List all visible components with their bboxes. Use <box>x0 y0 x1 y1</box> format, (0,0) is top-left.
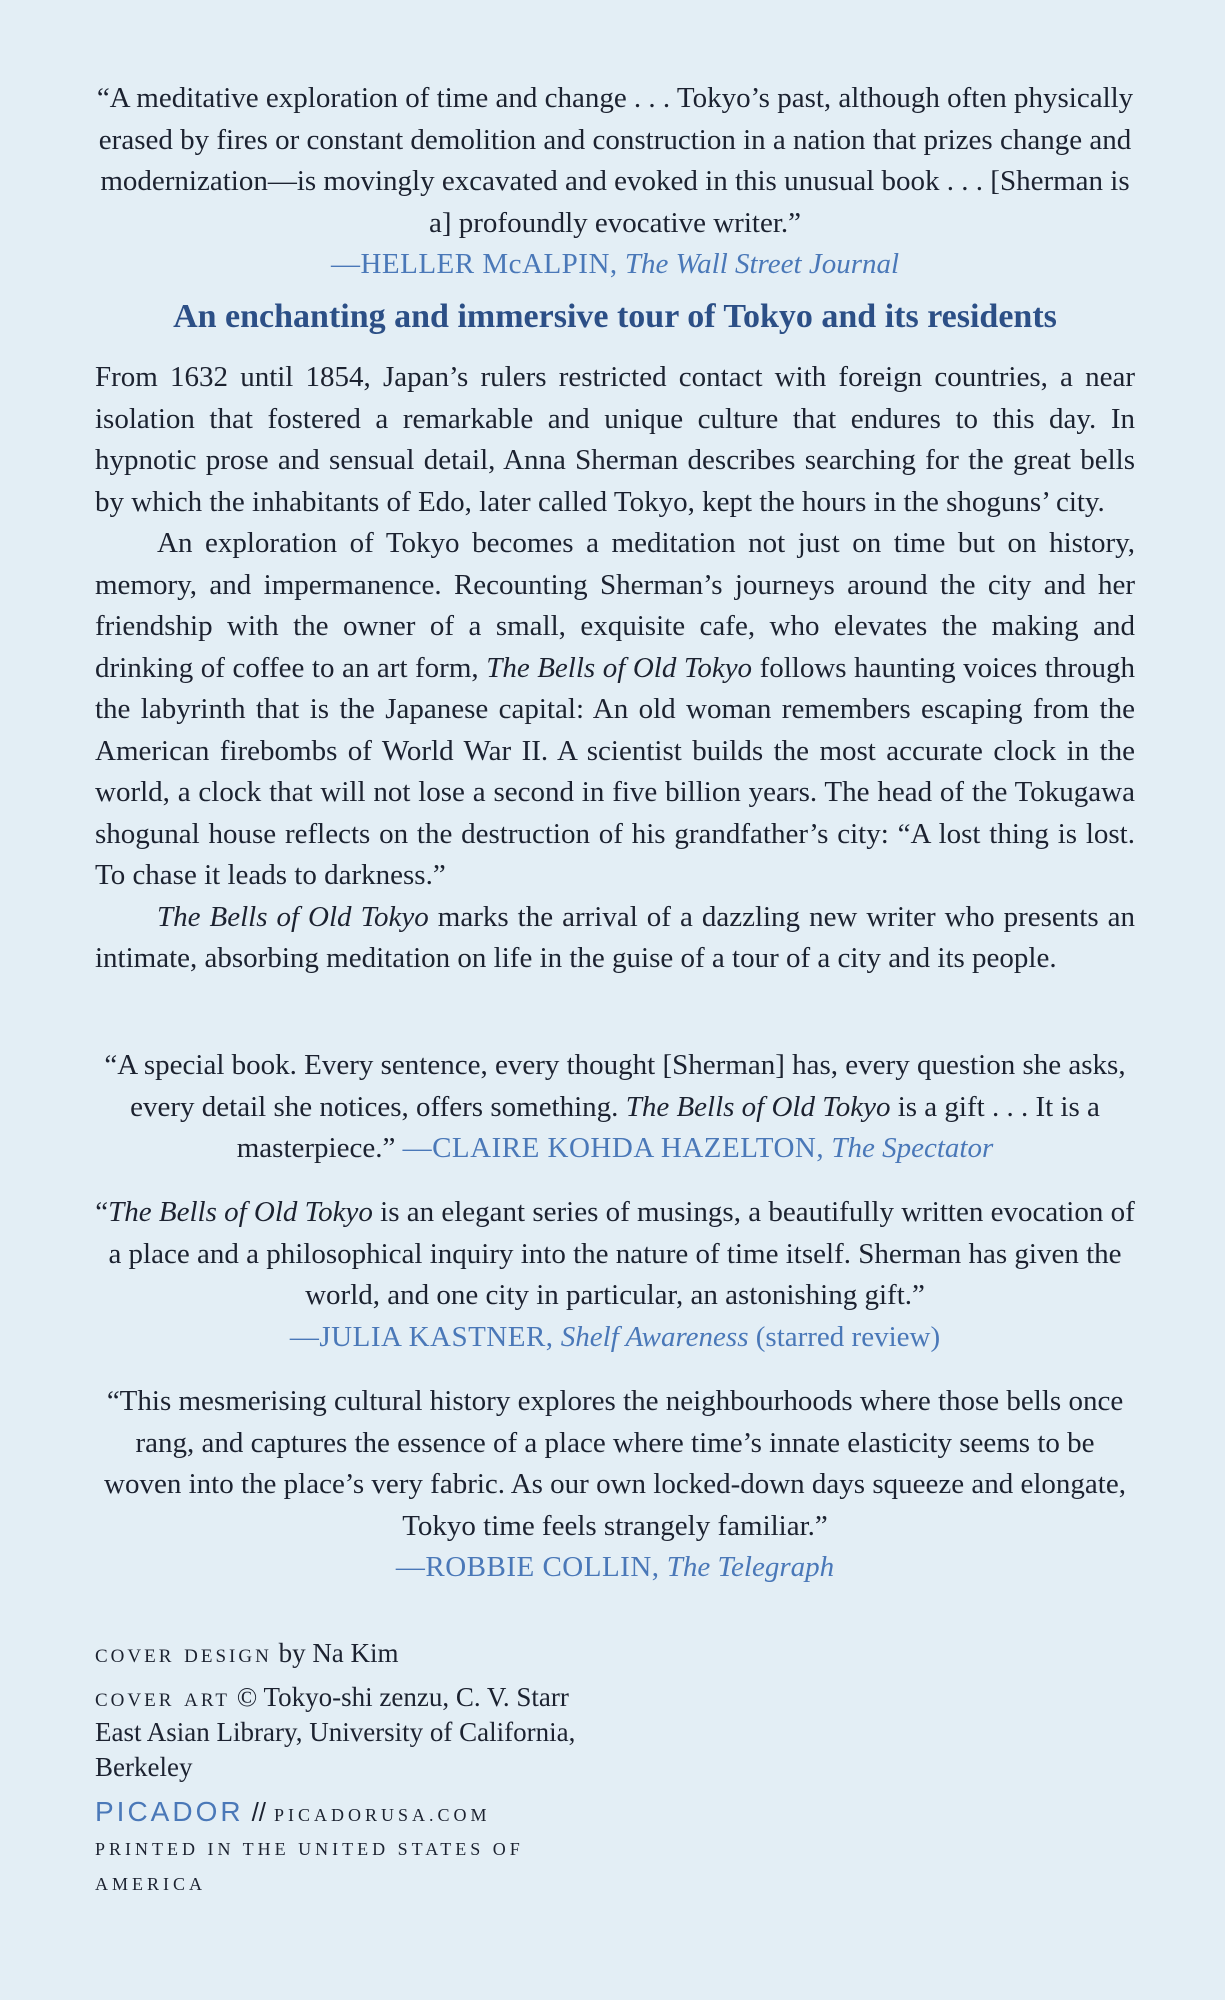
quote-telegraph-text: “This mesmerising cultural history explores the neighbourhoods where those bells once rang, and captures the essence of a place where time’s innate elasticity seems to be woven into the place’s very fabric. As our own locked-down days squeeze and elongate, Tokyo time feels strangely familiar.” <box>104 1385 1126 1542</box>
book-title: The Bells of Old Tokyo <box>486 651 753 684</box>
cover-art-value: © Tokyo-shi zenzu, C. V. Starr East Asian Library, University of California, Berkeley <box>95 1682 576 1782</box>
attribution-name: —JULIA KASTNER, <box>289 1320 554 1353</box>
attribution-name: —CLAIRE KOHDA HAZELTON, <box>402 1132 825 1164</box>
book-title: The Bells of Old Tokyo <box>157 900 429 933</box>
quote-spectator <box>95 1045 1135 1170</box>
printed-in-usa: PRINTED IN THE UNITED STATES OF AMERICA <box>95 1839 524 1894</box>
cover-design-credit <box>95 1636 615 1671</box>
text-span: “ <box>95 1196 109 1228</box>
text-span: is a gift . . . It is a masterpiece.” <box>236 1090 1100 1164</box>
attribution-source: The Spectator <box>831 1132 994 1164</box>
attribution-source: The Wall Street Journal <box>624 248 900 280</box>
description-paragraph-1: From 1632 until 1854, Japan’s rulers restricted contact with foreign countries, a near isolation that fostered a remarkable and unique culture that endures to this day. In hypnotic prose and sensual detail, Anna Sherman describes searching for the great bells by which the inhabitants of Edo, later called Tokyo, kept the hours in the shoguns’ city. <box>95 361 1135 518</box>
cover-art-credit <box>95 1680 615 1785</box>
attribution-source: Shelf Awareness <box>560 1320 749 1353</box>
quote-shelf-awareness-text <box>95 1192 1135 1317</box>
book-description <box>95 357 1135 980</box>
text-span: marks the arrival of a dazzling new writer who presents an intimate, absorbing meditation on life in the guise of a tour of a city and its people. <box>95 900 1135 974</box>
cover-design-value: by Na Kim <box>278 1638 399 1668</box>
attribution-name: —ROBBIE COLLIN, <box>395 1551 660 1583</box>
attribution-note: (starred review) <box>755 1320 941 1353</box>
text-span: An exploration of Tokyo becomes a meditation not just on time but on history, memory, and impermanence. Recounting Sherman’s journeys around the city and her friendship with the owner of a small, exquisite cafe, who elevates the making and drinking of coffee to an art form, <box>95 527 1135 684</box>
text-span: follows haunting voices through the labyrinth that is the Japanese capital: An old woman remembers escaping from the American firebombs of World War II. A scientist builds the most accurate clock in the world, a clock that will not lose a second in five billion years. The head of the Tokugawa shogunal house reflects on the destruction of his grandfather’s city: “A lost thing is lost. To chase it leads to darkness.” <box>95 651 1135 891</box>
separator: // <box>251 1797 267 1827</box>
attribution-name: —HELLER McALPIN, <box>330 248 618 280</box>
quote-spectator-text <box>95 1045 1135 1170</box>
book-title: The Bells of Old Tokyo <box>625 1090 891 1123</box>
publisher-line <box>95 1794 695 1833</box>
text-span: is an elegant series of musings, a beautifully written evocation of a place and a philosophical inquiry into the nature of time itself. Sherman has given the world, and one city in particular, an astonishing gift.” <box>108 1196 1135 1311</box>
description-paragraph-3 <box>95 897 1135 980</box>
text-span: “A special book. Every sentence, every thought [Sherman] has, every question she asks, every detail she notices, offers something. <box>104 1049 1126 1123</box>
quote-shelf-awareness-attribution <box>95 1317 1135 1359</box>
description-paragraph-2 <box>95 523 1135 897</box>
attribution-source: The Telegraph <box>666 1551 835 1583</box>
publisher-logo: PICADOR <box>95 1796 244 1827</box>
quote-telegraph <box>95 1381 1135 1589</box>
cover-art-label: cover art <box>95 1682 231 1712</box>
book-title: The Bells of Old Tokyo <box>108 1196 373 1228</box>
quote-shelf-awareness <box>95 1192 1135 1358</box>
publisher-website: PICADORUSA.COM <box>274 1805 491 1825</box>
headline: An enchanting and immersive tour of Tokyo and its residents <box>173 298 1057 335</box>
cover-design-label: cover design <box>95 1638 272 1668</box>
quote-telegraph-attribution <box>95 1547 1135 1589</box>
quote-wsj <box>95 78 1135 286</box>
quote-wsj-attribution <box>95 244 1135 286</box>
quote-wsj-text: “A meditative exploration of time and change . . . Tokyo’s past, although often physically erased by fires or constant demolition and construction in a nation that prizes change and modernization—is movingly excavated and evoked in this unusual book . . . [Sherman is a] profoundly evocative writer.” <box>96 82 1134 239</box>
